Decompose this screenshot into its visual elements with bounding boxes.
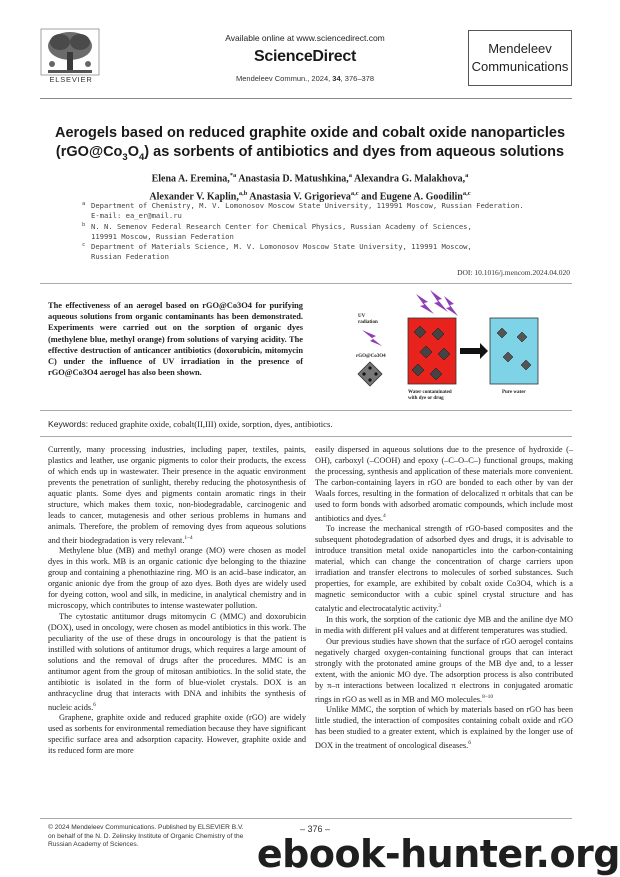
pure-water-beaker xyxy=(490,318,538,384)
available-online-link[interactable]: Available online at www.sciencedirect.com xyxy=(225,33,385,43)
author-name[interactable]: Anastasia D. Matushkina, xyxy=(236,173,349,185)
paragraph: The cytostatic antitumor drugs mitomycin C (MMC) and doxorubicin (DOX), used in oncology, were chosen as model antibiotics in this work. The peculiarity of the use of these drugs in oncourology is that the patient is instilled with solutions of antitumor drugs, which requires a large amount of solutions and the removal of drugs after the procedures. MMC is an antitumor agent from the group of mitosan antibiotics. In the solid state, the antibiotic is isolated in the form of blue-violet crystals. DOX is an anthracycline drug that interacts with DNA and inhibits the synthesis of nucleic acids.$^6$ xyxy=(48,612,306,712)
citation-ref[interactable]: 6 xyxy=(468,740,471,747)
contact-email[interactable]: E-mail: ea_er@mail.ru xyxy=(91,211,182,221)
uv-label-2: radiation xyxy=(358,320,378,325)
divider xyxy=(40,410,572,411)
journal-name-line2: Communications xyxy=(471,59,569,74)
author-name[interactable]: Elena A. Eremina, xyxy=(151,173,230,185)
citation-ref[interactable]: 6 xyxy=(93,701,96,708)
title-line-2: $(rGO@Co_3O_4)$ as sorbents of antibiotics and dyes from aqueous solutions xyxy=(55,143,565,163)
keywords-list: reduced graphite oxide, cobalt(II,III) oxide, sorption, dyes, antibiotics. xyxy=(88,419,333,429)
paragraph: To increase the mechanical strength of rGO-based composites and the subsequent photodegradation of adsorbed dyes and drugs, it is advisable to introduce transition metal oxide nanoparticles into the carbon-containing material, which can change the concentration of charge carriers upon irradiation and transfer electrons to molecules of sorbed substances. Such properties, for example, are exhibited by cobalt oxide Co3O4, which is a magnetic semiconductor with a cubic spinel crystal structure and has catalytic and electrocatalytic activity.$^3$ xyxy=(315,524,573,613)
citation-ref[interactable]: 1–4 xyxy=(184,534,193,541)
affiliation-a: a Department of Chemistry, M. V. Lomonosov Moscow State University, 119991 Moscow, Russian Federation. E-mail: ea_er@mail.ru xyxy=(82,201,552,222)
citation-prefix: Mendeleev Commun., 2024, xyxy=(235,74,333,83)
uv-lightning-icon xyxy=(430,290,448,312)
uv-label-1: UV xyxy=(358,314,366,319)
divider xyxy=(40,436,572,437)
title-line-1: Aerogels based on reduced graphite oxide and cobalt oxide nanoparticles xyxy=(54,125,566,141)
uv-lightning-icon xyxy=(362,330,382,346)
watermark-text: ebook-hunter.org xyxy=(256,832,620,876)
citation-ref[interactable]: 8–10 xyxy=(482,693,494,700)
paragraph: Methylene blue (MB) and methyl orange (MO) were chosen as model dyes in this work. MB is an organic cationic dye belonging to the thiazine group and containing a phenothiazine ring. MO is an acid–base indicator, an organic anionic dye from the group of azo dyes. Both dyes are widely used for dyeing cotton, wool and silk, in medicine, in analytical chemistry and in microscopy, which contributes to intense wastewater pollution. xyxy=(48,546,306,611)
graphical-abstract xyxy=(350,288,550,408)
copyright-footer: © 2024 Mendeleev Communications. Published by ELSEVIER B.V. on behalf of the N. D. Zelinsky Institute of Organic Chemistry of the Russian Academy of Sciences. xyxy=(48,824,244,849)
divider xyxy=(40,283,572,284)
affiliation-b: b N. N. Semenov Federal Research Center for Chemical Physics, Russian Academy of Sciences, 119991 Moscow, Russian Federation xyxy=(82,221,472,241)
affiliation-c: c Department of Materials Science, M. V. Lomonosov Moscow State University, 119991 Moscow, Russian Federation xyxy=(82,242,472,262)
article-title xyxy=(40,124,580,167)
paragraph: easily dispersed in aqueous solutions due to the presence of hydroxide (–OH), carboxyl (–COOH) and epoxy (–C–O–C–) functional groups, making the processing, synthesis and application of these materials more convenient. The carbon-containing layers in rGO are bonded to each other by van der Waals forces, resulting in the formation of delocalized π orbitals that can be used to form bonds with adsorbed aromatic compounds, which include most antibiotics and dyes.$^4$ xyxy=(315,445,573,523)
authors-line-1: Elena A. Eremina,$^{*a}$ Anastasia D. Matushkina,$^a$ Alexandra G. Malakhova,$^a$ xyxy=(151,172,469,185)
footer-divider xyxy=(40,818,572,819)
citation-suffix: , 376–378 xyxy=(340,74,375,83)
author-name[interactable]: Alexander V. Kaplin, xyxy=(149,191,239,203)
journal-citation xyxy=(175,74,435,83)
sorbent-aerogel-icon xyxy=(358,362,382,386)
pure-water-caption: Pure water xyxy=(502,390,526,395)
keywords-line xyxy=(48,419,568,429)
header-divider xyxy=(40,98,572,99)
author-name[interactable]: and Eugene A. Goodilin xyxy=(358,191,463,203)
citation-ref[interactable]: 4 xyxy=(382,512,386,519)
citation-ref[interactable]: 3 xyxy=(438,603,442,610)
uv-lightning-icon xyxy=(416,294,434,314)
body-column-right xyxy=(315,445,573,752)
abstract-text: The effectiveness of an aerogel based on rGO@Co3O4 for purifying aqueous solutions from organic contaminants has been demonstrated. Experiments were carried out on the sorption of organic dyes (methylene blue, methyl orange) from solutions of varying acidity. The effective destruction of anticancer antibiotics (doxorubicin, mitomycin C) under the influence of UV irradiation in the presence of rGO@Co3O4 aerogel has also been shown. xyxy=(48,301,303,378)
publisher-name: ELSEVIER xyxy=(49,75,93,84)
paragraph: Graphene, graphite oxide and reduced graphite oxide (rGO) are widely used as sorbents for environmental remediation because they have significant specific surface area and adsorption capacity. However, graphite oxide and its reduced form are more xyxy=(48,713,306,756)
uv-lightning-icon xyxy=(444,296,458,316)
doi-link[interactable]: DOI: 10.1016/j.mencom.2024.04.020 xyxy=(457,268,570,277)
citation-volume: 34 xyxy=(332,74,341,83)
affiliations xyxy=(82,201,552,263)
sorbent-label: rGO@Co3O4 xyxy=(356,354,386,359)
paragraph: Unlike MMC, the sorption of which by materials based on rGO has been little studied, the interaction of composites containing cobalt oxide and rGO has been studied to a greater extent, which is explained by the longer use of DOX in the treatment of oncological diseases.$^6$ xyxy=(315,705,573,750)
page-number: – 376 – xyxy=(300,824,331,834)
paragraph: Currently, many processing industries, including paper, textiles, paints, plastics and leather, use organic pigments to color their products, the excess of which ends up in wastewater. Their presence in the aquatic environment prevents the penetration of sunlight, thereby reducing the photosynthesis of aquatic plants. Some dyes and pigments contain aromatic rings in their structure, which makes them toxic, non-biodegradable, carcinogenic and leads to cancer, mutagenesis and other serious problems in humans and animals. Therefore, the problem of removing dyes from aqueous solutions and their biodegradation is very relevant.$^{1-4}$ xyxy=(48,445,306,545)
process-arrow-icon xyxy=(460,343,488,359)
paragraph: In this work, the sorption of the cationic dye MB and the aniline dye MO in media with different pH values and at different temperatures was studied. xyxy=(315,614,573,635)
keywords-label: Keywords: xyxy=(48,419,89,429)
body-column-left xyxy=(48,445,306,757)
journal-name-line1: Mendeleev xyxy=(488,41,552,56)
sciencedirect-brand: ScienceDirect xyxy=(254,48,356,65)
journal-name-box xyxy=(468,30,572,86)
author-name[interactable]: Alexandra G. Malakhova, xyxy=(352,173,466,185)
paragraph: Our previous studies have shown that the surface of rGO aerogel contains negatively charged oxygen-containing functional groups that can interact strongly with the protonated amine groups of the MB dye and, to a lesser extent, with the anionic MO dye. The adsorption process is also contributed by π–π interactions between localized π electrons in conjugated aromatic rings in rGO as well as in MB and MO molecules.$^{8-10}$ xyxy=(315,636,573,704)
contaminated-caption-2: with dye or drug xyxy=(408,396,444,401)
authors-line-2: Alexander V. Kaplin,$^{a,b}$ Anastasia V. Grigorieva$^{a,c}$ and Eugene A. Goodilin$^{a,c}$ xyxy=(149,190,471,203)
author-name[interactable]: Anastasia V. Grigorieva xyxy=(247,191,351,203)
author-list xyxy=(60,168,560,205)
contaminated-caption-1: Water contaminated xyxy=(408,390,452,395)
